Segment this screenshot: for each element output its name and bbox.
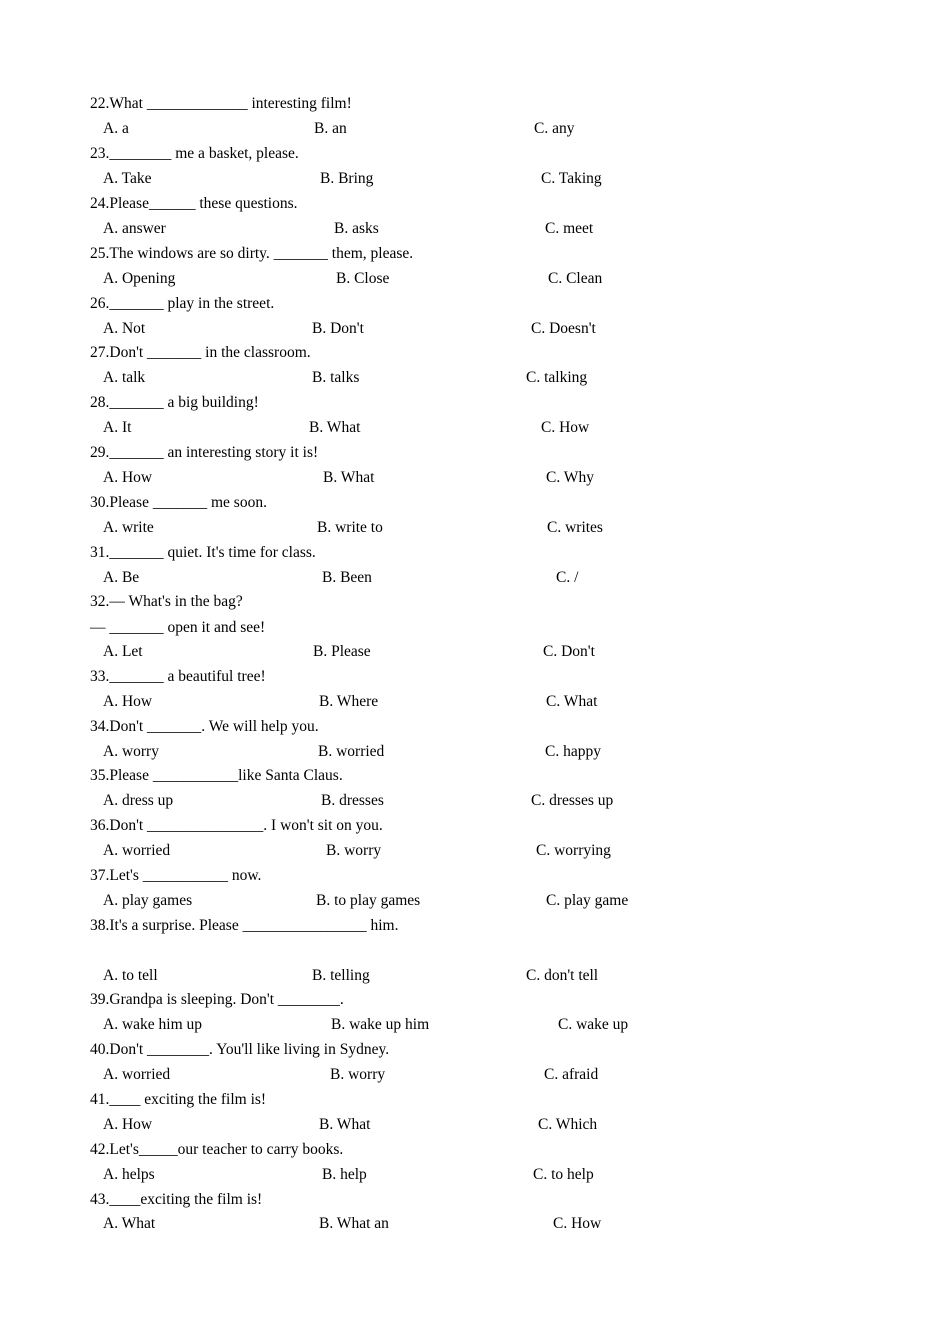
question-39: 39.Grandpa is sleeping. Don't ________. xyxy=(90,991,344,1008)
option-c: C. don't tell xyxy=(526,967,599,984)
option-c: C. to help xyxy=(533,1166,594,1183)
option-b: B. worry xyxy=(330,1066,386,1083)
option-b: B. Bring xyxy=(320,170,374,187)
question-36: 36.Don't _______________. I won't sit on you. xyxy=(90,817,383,834)
question-43: 43.____exciting the film is! xyxy=(90,1191,263,1208)
option-a: A. a xyxy=(103,120,129,137)
option-b: B. an xyxy=(314,120,347,137)
options-25 xyxy=(0,267,950,291)
options-31 xyxy=(0,566,950,590)
question-28: 28._______ a big building! xyxy=(90,394,259,411)
option-c: C. any xyxy=(534,120,575,137)
option-c: C. worrying xyxy=(536,842,611,859)
option-c: C. afraid xyxy=(544,1066,599,1083)
question-32: 32.— What's in the bag? xyxy=(90,593,243,610)
options-41 xyxy=(0,1113,950,1137)
option-a: A. worry xyxy=(103,743,159,760)
option-a: A. answer xyxy=(103,220,166,237)
option-b: B. help xyxy=(322,1166,367,1183)
option-a: A. Take xyxy=(103,170,152,187)
options-33 xyxy=(0,690,950,714)
options-35 xyxy=(0,789,950,813)
option-b: B. What xyxy=(309,419,361,436)
option-c: C. writes xyxy=(547,519,603,536)
options-39 xyxy=(0,1013,950,1037)
option-a: A. worried xyxy=(103,1066,171,1083)
options-34 xyxy=(0,740,950,764)
options-26 xyxy=(0,317,950,341)
option-b: B. Don't xyxy=(312,320,364,337)
question-37: 37.Let's ___________ now. xyxy=(90,867,262,884)
option-b: B. to play games xyxy=(316,892,421,909)
option-b: B. Been xyxy=(322,569,372,586)
option-a: A. to tell xyxy=(103,967,158,984)
options-38 xyxy=(0,964,950,988)
question-31: 31._______ quiet. It's time for class. xyxy=(90,544,316,561)
option-c: C. What xyxy=(546,693,598,710)
option-c: C. dresses up xyxy=(531,792,614,809)
option-a: A. How xyxy=(103,693,153,710)
question-23: 23.________ me a basket, please. xyxy=(90,145,299,162)
option-a: A. helps xyxy=(103,1166,155,1183)
option-b: B. What xyxy=(323,469,375,486)
option-a: A. It xyxy=(103,419,132,436)
question-26: 26._______ play in the street. xyxy=(90,295,275,312)
question-30: 30.Please _______ me soon. xyxy=(90,494,267,511)
question-29: 29._______ an interesting story it is! xyxy=(90,444,319,461)
options-37 xyxy=(0,889,950,913)
option-c: C. Don't xyxy=(543,643,595,660)
option-c: C. Taking xyxy=(541,170,602,187)
option-c: C. Which xyxy=(538,1116,598,1133)
options-29 xyxy=(0,466,950,490)
options-30 xyxy=(0,516,950,540)
question-38: 38.It's a surprise. Please ________________ him. xyxy=(90,917,399,934)
question-34: 34.Don't _______. We will help you. xyxy=(90,718,319,735)
option-a: A. How xyxy=(103,469,153,486)
option-a: A. write xyxy=(103,519,154,536)
option-a: A. Let xyxy=(103,643,143,660)
option-c: C. Doesn't xyxy=(531,320,596,337)
question-27: 27.Don't _______ in the classroom. xyxy=(90,344,311,361)
option-b: B. worry xyxy=(326,842,382,859)
option-c: C. How xyxy=(553,1215,602,1232)
option-c: C. Why xyxy=(546,469,594,486)
option-a: A. Not xyxy=(103,320,146,337)
question-24: 24.Please______ these questions. xyxy=(90,195,298,212)
option-b: B. Where xyxy=(319,693,379,710)
options-23 xyxy=(0,167,950,191)
option-b: B. dresses xyxy=(321,792,384,809)
option-a: A. wake him up xyxy=(103,1016,203,1033)
question-41: 41.____ exciting the film is! xyxy=(90,1091,267,1108)
option-a: A. dress up xyxy=(103,792,174,809)
question-25: 25.The windows are so dirty. _______ them, please. xyxy=(90,245,414,262)
question-33: 33._______ a beautiful tree! xyxy=(90,668,266,685)
option-b: B. write to xyxy=(317,519,383,536)
option-b: B. Please xyxy=(313,643,371,660)
option-c: C. happy xyxy=(545,743,601,760)
option-a: A. talk xyxy=(103,369,146,386)
option-b: B. worried xyxy=(318,743,385,760)
option-c: C. / xyxy=(556,569,579,586)
option-a: A. Opening xyxy=(103,270,176,287)
option-a: A. How xyxy=(103,1116,153,1133)
option-c: C. meet xyxy=(545,220,594,237)
options-24 xyxy=(0,217,950,241)
option-b: B. What xyxy=(319,1116,371,1133)
options-28 xyxy=(0,416,950,440)
question-35: 35.Please ___________like Santa Claus. xyxy=(90,767,343,784)
options-42 xyxy=(0,1163,950,1187)
option-b: B. asks xyxy=(334,220,379,237)
option-b: B. Close xyxy=(336,270,390,287)
option-c: C. How xyxy=(541,419,590,436)
question-32-reply: — _______ open it and see! xyxy=(90,619,266,636)
option-a: A. Be xyxy=(103,569,140,586)
option-a: A. worried xyxy=(103,842,171,859)
options-43 xyxy=(0,1212,950,1236)
option-c: C. play game xyxy=(546,892,629,909)
question-40: 40.Don't ________. You'll like living in Sydney. xyxy=(90,1041,390,1058)
options-32 xyxy=(0,640,950,664)
option-c: C. talking xyxy=(526,369,588,386)
option-a: A. play games xyxy=(103,892,193,909)
options-27 xyxy=(0,366,950,390)
option-b: B. talks xyxy=(312,369,360,386)
option-c: C. wake up xyxy=(558,1016,629,1033)
option-a: A. What xyxy=(103,1215,156,1232)
options-36 xyxy=(0,839,950,863)
option-b: B. telling xyxy=(312,967,370,984)
question-22: 22.What _____________ interesting film! xyxy=(90,95,352,112)
options-22 xyxy=(0,117,950,141)
option-b: B. wake up him xyxy=(331,1016,430,1033)
options-40 xyxy=(0,1063,950,1087)
question-42: 42.Let's_____our teacher to carry books. xyxy=(90,1141,344,1158)
option-b: B. What an xyxy=(319,1215,389,1232)
option-c: C. Clean xyxy=(548,270,603,287)
